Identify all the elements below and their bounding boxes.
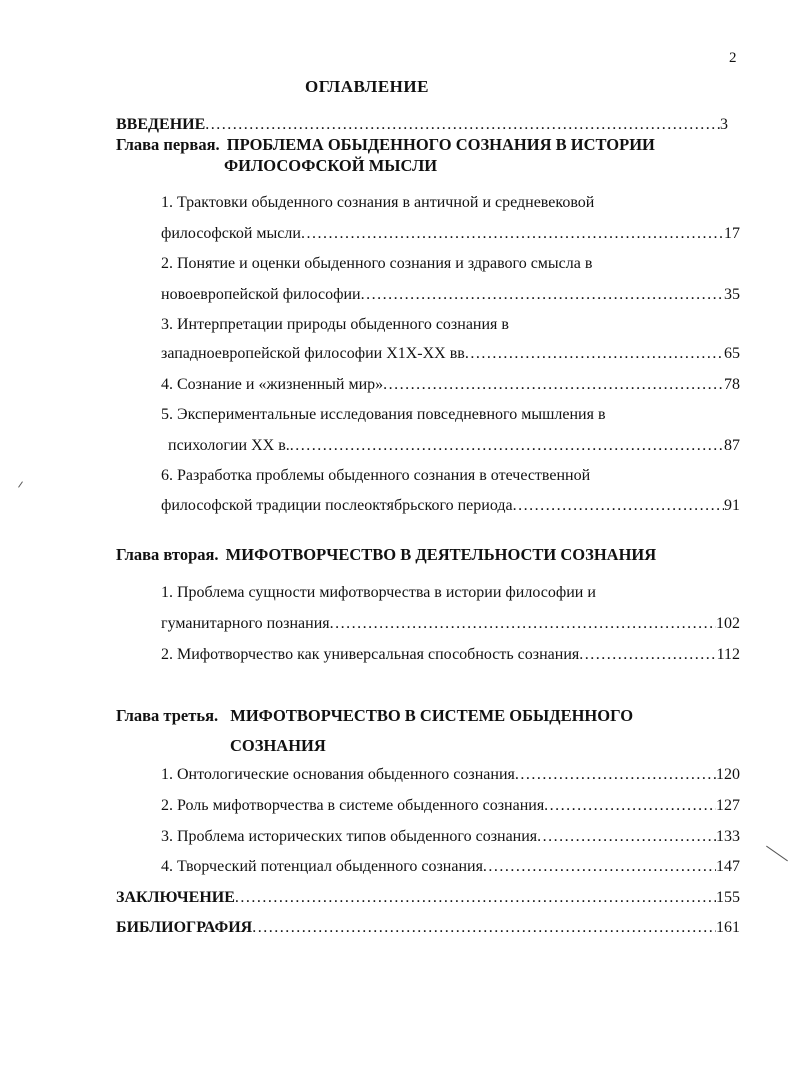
scan-mark xyxy=(18,481,23,487)
entry-label: ЗАКЛЮЧЕНИЕ xyxy=(116,889,235,906)
entry-page: 3 xyxy=(720,116,728,133)
chapter-prefix: Глава вторая. xyxy=(116,545,219,564)
chapter-1-heading-cont: ФИЛОСОФСКОЙ МЫСЛИ xyxy=(224,156,438,175)
entry-label: ВВЕДЕНИЕ xyxy=(116,116,206,133)
chapter-prefix: Глава первая. xyxy=(116,135,220,154)
leader-dots xyxy=(330,615,716,633)
entry-label: 2. Мифотворчество как универсальная способность сознания xyxy=(161,646,580,663)
leader-dots xyxy=(513,497,724,515)
chapter-title: МИФОТВОРЧЕСТВО В СИСТЕМЕ ОБЫДЕННОГО xyxy=(230,706,634,725)
entry-label: гуманитарного познания xyxy=(161,615,330,632)
entry-page: 155 xyxy=(716,889,740,906)
entry-label: психологии ХХ в. xyxy=(168,437,290,454)
leader-dots xyxy=(465,345,724,363)
entry-page: 120 xyxy=(716,766,740,783)
chapter-title: ПРОБЛЕМА ОБЫДЕННОГО СОЗНАНИЯ В ИСТОРИИ xyxy=(226,135,655,154)
leader-dots xyxy=(235,889,716,907)
toc-entry-3-4 xyxy=(161,858,740,876)
toc-entry-conclusion xyxy=(116,889,740,907)
leader-dots xyxy=(383,376,724,394)
chapter-3-heading-cont: СОЗНАНИЯ xyxy=(230,736,326,755)
chapter-1-heading xyxy=(116,135,655,155)
toc-title: ОГЛАВЛЕНИЕ xyxy=(305,77,429,96)
leader-dots xyxy=(205,116,720,134)
toc-entry-1-2 xyxy=(161,286,740,304)
entry-page: 91 xyxy=(724,497,740,514)
entry-page: 127 xyxy=(716,797,740,814)
leader-dots xyxy=(290,437,724,455)
entry-label: новоевропейской философии xyxy=(161,286,361,303)
toc-entry-bibliography xyxy=(116,919,740,937)
entry-label: 2. Роль мифотворчества в системе обыденного сознания xyxy=(161,797,545,814)
entry-page: 78 xyxy=(724,376,740,393)
section-1-5-line1: 5. Экспериментальные исследования повседневного мышления в xyxy=(161,406,606,423)
chapter-3-heading xyxy=(116,706,633,726)
entry-page: 35 xyxy=(724,286,740,303)
entry-label: 4. Сознание и «жизненный мир» xyxy=(161,376,384,393)
entry-page: 17 xyxy=(724,225,740,242)
toc-entry-1-3 xyxy=(161,345,740,363)
toc-entry-1-1 xyxy=(161,225,740,243)
toc-entry-3-1 xyxy=(161,766,740,784)
entry-page: 161 xyxy=(716,919,740,936)
entry-label: БИБЛИОГРАФИЯ xyxy=(116,919,253,936)
entry-label: 3. Проблема исторических типов обыденного сознания xyxy=(161,828,538,845)
toc-entry-1-6 xyxy=(161,497,740,515)
leader-dots xyxy=(252,919,716,937)
entry-page: 133 xyxy=(716,828,740,845)
chapter-2-heading xyxy=(116,545,656,565)
entry-label: 1. Онтологические основания обыденного сознания xyxy=(161,766,515,783)
toc-entry-1-5 xyxy=(168,437,740,455)
leader-dots xyxy=(301,225,724,243)
leader-dots xyxy=(483,858,716,876)
entry-page: 112 xyxy=(716,646,740,663)
leader-dots xyxy=(537,828,716,846)
toc-entry-2-1 xyxy=(161,615,740,633)
toc-entry-1-4 xyxy=(161,376,740,394)
entry-page: 147 xyxy=(716,858,740,875)
entry-page: 87 xyxy=(724,437,740,454)
entry-label: философской традиции послеоктябрьского периода xyxy=(161,497,513,514)
section-1-6-line1: 6. Разработка проблемы обыденного сознания в отечественной xyxy=(161,467,591,484)
section-1-3-line1: 3. Интерпретации природы обыденного сознания в xyxy=(161,316,509,333)
page-number: 2 xyxy=(729,50,737,66)
toc-entry-3-2 xyxy=(161,797,740,815)
chapter-prefix: Глава третья. xyxy=(116,706,219,725)
toc-entry-3-3 xyxy=(161,828,740,846)
leader-dots xyxy=(544,797,716,815)
section-2-1-line1: 1. Проблема сущности мифотворчества в истории философии и xyxy=(161,584,596,601)
section-1-1-line1: 1. Трактовки обыденного сознания в античной и средневековой xyxy=(161,194,595,211)
entry-label: философской мысли xyxy=(161,225,301,242)
entry-page: 65 xyxy=(724,345,740,362)
toc-entry-introduction xyxy=(116,116,728,134)
leader-dots xyxy=(361,286,724,304)
leader-dots xyxy=(579,646,716,664)
entry-label: 4. Творческий потенциал обыденного сознания xyxy=(161,858,483,875)
entry-page: 102 xyxy=(716,615,740,632)
toc-entry-2-2 xyxy=(161,646,740,664)
scan-mark xyxy=(766,846,788,862)
chapter-title: МИФОТВОРЧЕСТВО В ДЕЯТЕЛЬНОСТИ СОЗНАНИЯ xyxy=(225,545,657,564)
entry-label: западноевропейской философии Х1Х-ХХ вв xyxy=(161,345,465,362)
leader-dots xyxy=(515,766,716,784)
section-1-2-line1: 2. Понятие и оценки обыденного сознания и здравого смысла в xyxy=(161,255,593,272)
